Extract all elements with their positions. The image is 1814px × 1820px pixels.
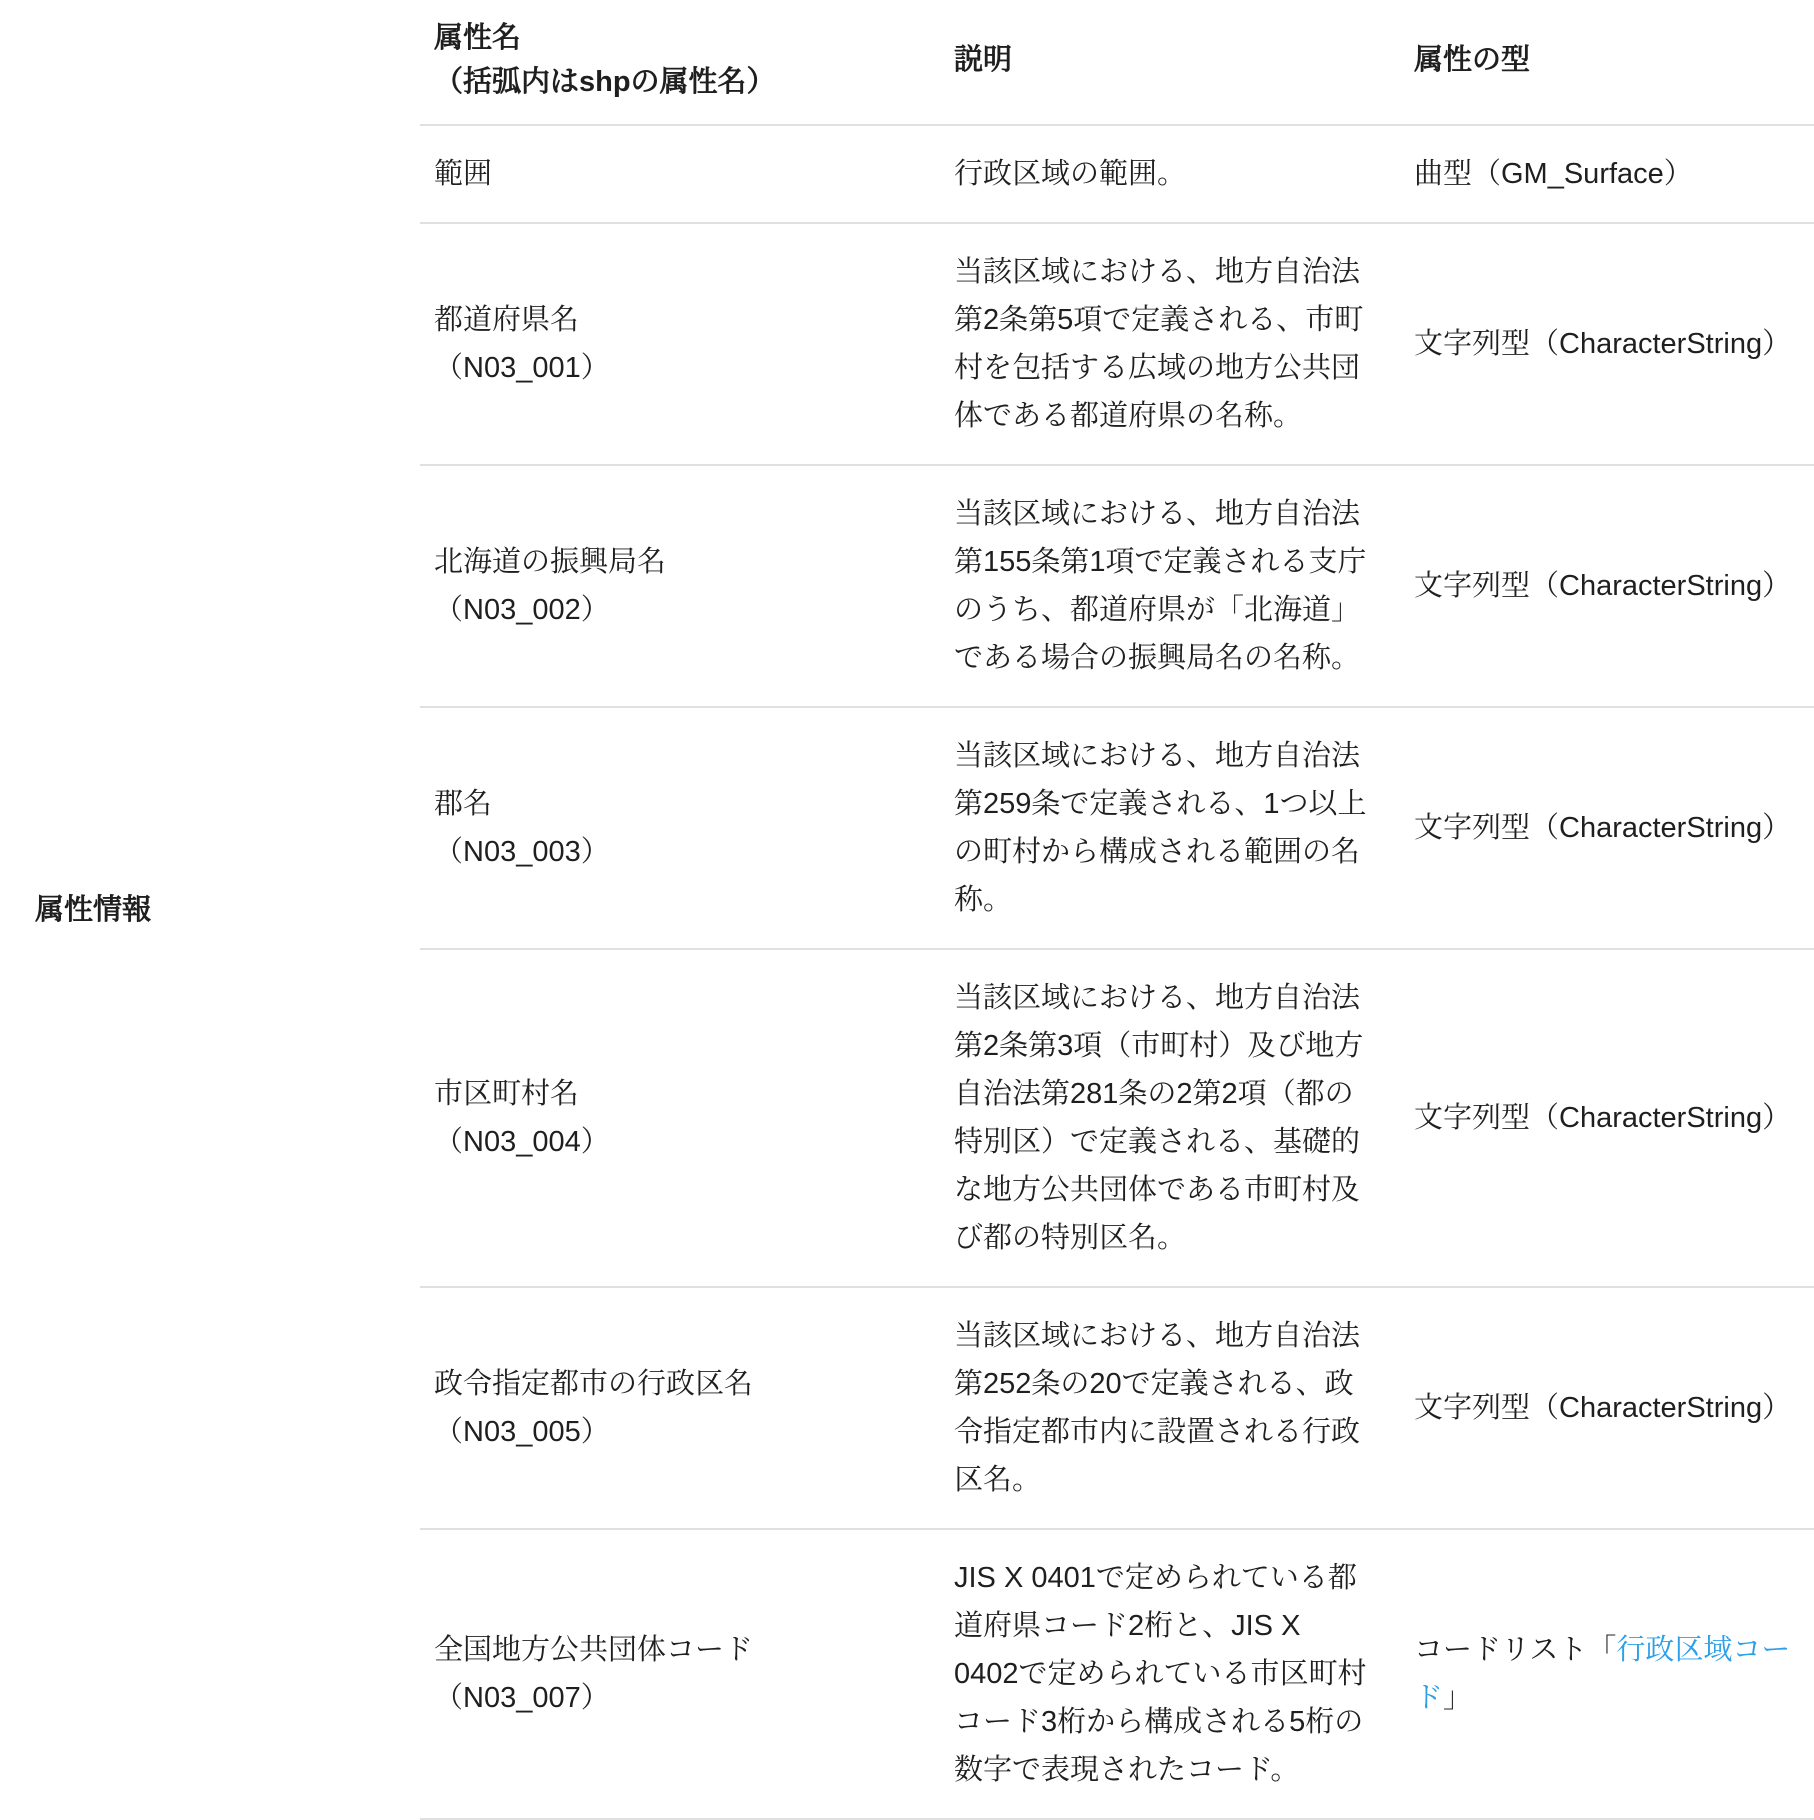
column-header-attr-name-line1: 属性名 — [434, 22, 522, 54]
table-row — [420, 223, 1814, 465]
attr-name-cell — [420, 1529, 940, 1819]
attr-name-cell — [420, 465, 940, 707]
attr-shp-code: （N03_003） — [434, 836, 610, 868]
attr-description-cell: 当該区域における、地方自治法第259条で定義される、1つ以上の町村から構成される範囲の名称。 — [940, 707, 1400, 949]
attr-type-cell: 文字列型（CharacterString） — [1400, 223, 1814, 465]
table-row — [420, 1287, 1814, 1529]
column-header-attr-name-line2: （括弧内はshpの属性名） — [434, 66, 776, 98]
attr-description-cell: 当該区域における、地方自治法第2条第3項（市町村）及び地方自治法第281条の2第2項（都の特別区）で定義される、基礎的な地方公共団体である市町村及び都の特別区名。 — [940, 949, 1400, 1287]
table-row — [420, 707, 1814, 949]
attr-shp-code: （N03_001） — [434, 352, 610, 384]
attr-type-cell: 文字列型（CharacterString） — [1400, 465, 1814, 707]
code-list-prefix: コードリスト「 — [1414, 1634, 1617, 1666]
table-row — [420, 125, 1814, 223]
attr-description-cell: JIS X 0401で定められている都道府県コード2桁と、JIS X 0402で定められている市区町村コード3桁から構成される5桁の数字で表現されたコード。 — [940, 1529, 1400, 1819]
section-label-column — [0, 0, 420, 1820]
admin-area-code-link[interactable]: 行政区域コード — [1414, 1634, 1791, 1714]
attr-type-cell: 曲型（GM_Surface） — [1400, 125, 1814, 223]
attr-shp-code: （N03_002） — [434, 594, 610, 626]
attr-name-cell — [420, 1287, 940, 1529]
attr-shp-code: （N03_007） — [434, 1682, 610, 1714]
attr-type-cell — [1400, 1529, 1814, 1819]
attr-name: 郡名 — [434, 788, 493, 820]
column-header-description: 説明 — [940, 0, 1400, 125]
column-header-type: 属性の型 — [1400, 0, 1814, 125]
attr-type-cell: 文字列型（CharacterString） — [1400, 1287, 1814, 1529]
table-row — [420, 949, 1814, 1287]
attributes-table — [420, 0, 1814, 1820]
table-row — [420, 1529, 1814, 1819]
attr-name: 範囲 — [434, 158, 493, 190]
attr-description-cell: 行政区域の範囲。 — [940, 125, 1400, 223]
code-list-suffix: 」 — [1443, 1682, 1473, 1714]
attr-shp-code: （N03_004） — [434, 1126, 610, 1158]
attr-name-cell — [420, 707, 940, 949]
attr-name-cell — [420, 949, 940, 1287]
column-header-attr-name — [420, 0, 940, 125]
section-label: 属性情報 — [35, 894, 152, 926]
attr-name: 北海道の振興局名 — [434, 546, 667, 578]
attr-shp-code: （N03_005） — [434, 1416, 610, 1448]
attr-type-cell: 文字列型（CharacterString） — [1400, 949, 1814, 1287]
attr-name-cell — [420, 125, 940, 223]
attr-name: 全国地方公共団体コード — [434, 1634, 754, 1666]
attr-description-cell: 当該区域における、地方自治法第155条第1項で定義される支庁のうち、都道府県が「北海道」である場合の振興局名の名称。 — [940, 465, 1400, 707]
table-row — [420, 465, 1814, 707]
attr-name: 市区町村名 — [434, 1078, 580, 1110]
table-header-row — [420, 0, 1814, 125]
attr-name-cell — [420, 223, 940, 465]
attr-name: 都道府県名 — [434, 304, 580, 336]
attr-description-cell: 当該区域における、地方自治法第2条第5項で定義される、市町村を包括する広域の地方公共団体である都道府県の名称。 — [940, 223, 1400, 465]
attr-type-cell: 文字列型（CharacterString） — [1400, 707, 1814, 949]
attr-name: 政令指定都市の行政区名 — [434, 1368, 754, 1400]
attr-description-cell: 当該区域における、地方自治法第252条の20で定義される、政令指定都市内に設置される行政区名。 — [940, 1287, 1400, 1529]
